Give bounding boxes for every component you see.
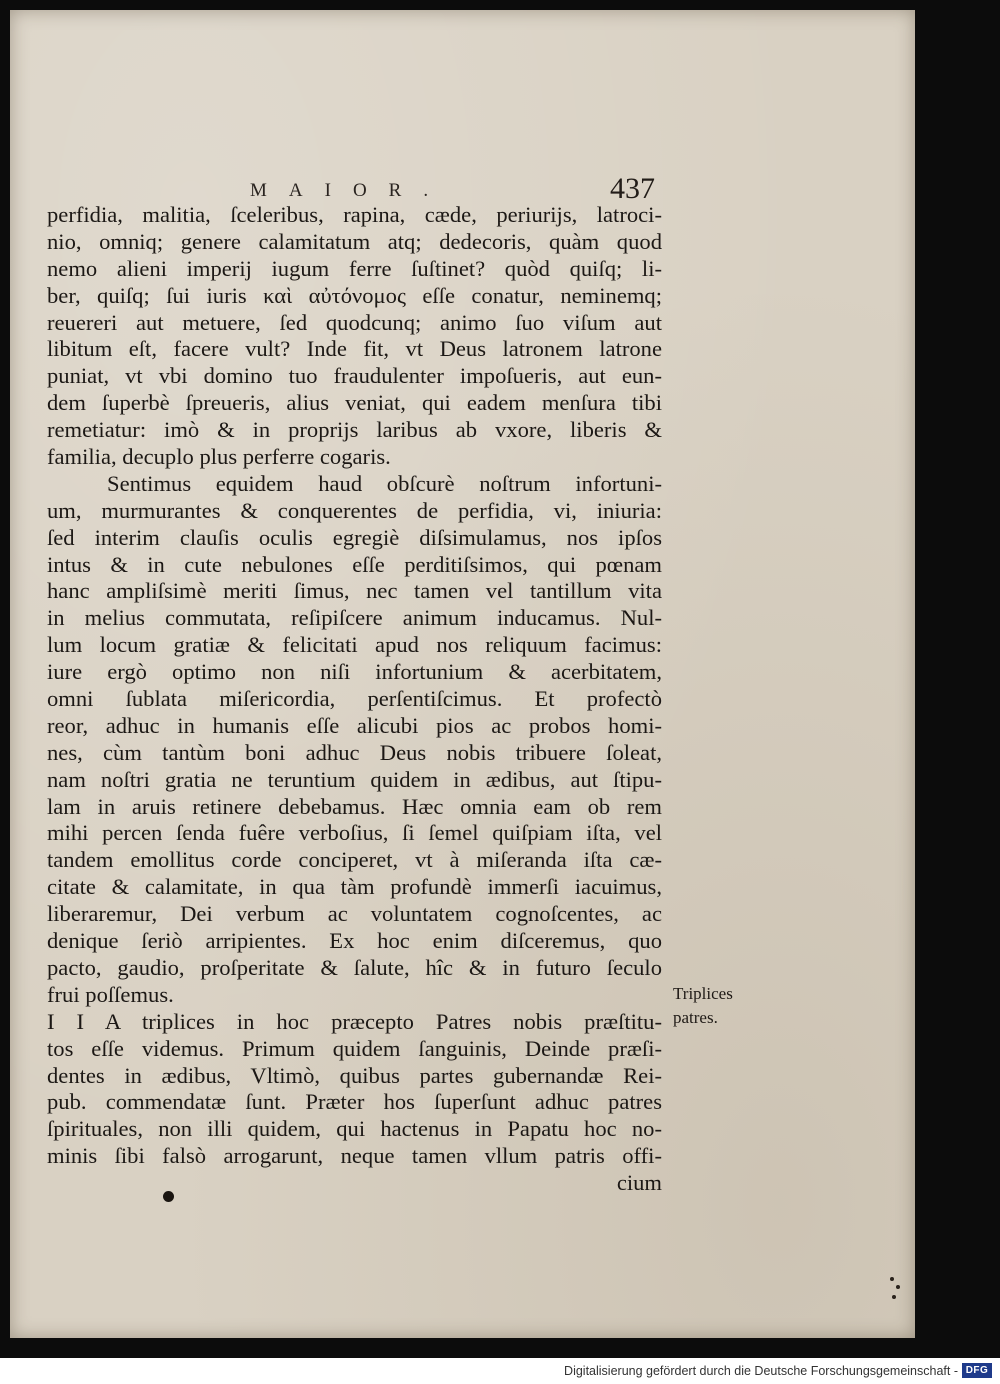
- text-line: reuereri aut metuere, ſed quodcunq; animo ſuo viſum aut: [47, 309, 662, 335]
- page-specks: [888, 1275, 902, 1305]
- text-line: ber, quiſq; ſui iuris καὶ αὐτόνομος eſſe conatur, neminemq;: [47, 282, 662, 308]
- page-number: 437: [610, 172, 655, 205]
- ink-stain: [163, 1191, 174, 1202]
- text-line: ſpirituales, non illi quidem, qui hactenus in Papatu hoc no-: [47, 1116, 662, 1142]
- text-line: minis ſibi falsò arrogarunt, neque tamen vllum patris offi-: [47, 1143, 662, 1169]
- body-text: [47, 202, 662, 1197]
- marginal-note-line: patres.: [673, 1008, 718, 1027]
- text-line: tos eſſe videmus. Primum quidem ſanguinis, Deinde præſi-: [47, 1035, 662, 1061]
- marginal-note: [673, 982, 733, 1030]
- text-line: dem ſuperbè ſpreueris, alius veniat, qui eadem menſura tibi: [47, 390, 662, 416]
- text-line: dentes in ædibus, Vltimò, quibus partes gubernandæ Rei-: [47, 1062, 662, 1088]
- text-line: nes, cùm tantùm boni adhuc Deus nobis tribuere ſoleat,: [47, 739, 662, 765]
- text-line: pub. commendatæ ſunt. Præter hos ſuperſunt adhuc patres: [47, 1089, 662, 1115]
- text-line: nio, omniq; genere calamitatum atq; dedecoris, quàm quod: [47, 228, 662, 254]
- text-line: familia, decuplo plus perferre cogaris.: [47, 444, 391, 470]
- footer-bar: [0, 1358, 1000, 1384]
- text-line: remetiatur: imò & in proprijs laribus ab vxore, liberis &: [47, 417, 662, 443]
- catchword: cium: [616, 1170, 662, 1196]
- marginal-note-line: Triplices: [673, 984, 733, 1003]
- text-line: in melius commutata, reſipiſcere animum inducamus. Nul-: [47, 605, 662, 631]
- text-line: lum locum gratiæ & felicitati apud nos reliquum facimus:: [47, 632, 662, 658]
- text-line: denique ſeriò arripientes. Ex hoc enim diſceremus, quo: [47, 928, 662, 954]
- funding-credit: Digitalisierung gefördert durch die Deutsche Forschungsgemeinschaft -: [564, 1364, 958, 1378]
- text-line: lam in aruis retinere debebamus. Hæc omnia eam ob rem: [47, 793, 662, 819]
- text-line: nam noſtri gratia ne teruntium quidem in ædibus, aut ſtipu-: [47, 766, 662, 792]
- text-line: ſed interim clauſis oculis egregiè diſsimulamus, nos ipſos: [47, 524, 662, 550]
- text-line: reor, adhuc in humanis eſſe alicubi pios ac probos homi-: [47, 712, 662, 738]
- text-line: perfidia, malitia, ſceleribus, rapina, cæde, periurijs, latroci-: [47, 202, 662, 227]
- text-line: I I A triplices in hoc præcepto Patres nobis præſtitu-: [47, 1008, 662, 1034]
- text-line: liberaremur, Dei verbum ac voluntatem cognoſcentes, ac: [47, 901, 662, 927]
- text-line: hanc ampliſsimè meriti ſimus, nec tamen vel tantillum vita: [47, 578, 662, 604]
- text-line: citate & calamitate, in qua tàm profundè immerſi iacuimus,: [47, 874, 662, 900]
- text-line: mihi percen ſenda fuêre verboſius, ſi ſemel quiſpiam iſta, vel: [47, 820, 662, 846]
- text-line: intus & in cute nebulones eſſe perditiſsimos, qui pœnam: [47, 551, 662, 577]
- text-line: libitum eſt, facere vult? Inde fit, vt Deus latronem latrone: [47, 336, 662, 362]
- text-line: um, murmurantes & conquerentes de perfidia, vi, iniuria:: [47, 497, 662, 523]
- text-line: puniat, vt vbi domino tuo fraudulenter impoſueris, aut eun-: [47, 363, 662, 389]
- text-line: Sentimus equidem haud obſcurè noſtrum infortuni-: [107, 470, 662, 496]
- text-line: pacto, gaudio, proſperitate & ſalute, hîc & in futuro ſeculo: [47, 954, 662, 980]
- text-line: iure ergò optimo non niſi infortunium & acerbitatem,: [47, 659, 662, 685]
- text-line: frui poſſemus.: [47, 981, 174, 1007]
- running-head: MAIOR.: [250, 180, 451, 201]
- text-line: nemo alieni imperij iugum ferre ſuſtinet? quòd quiſq; li-: [47, 255, 662, 281]
- dfg-logo: DFG: [962, 1363, 992, 1378]
- book-page: [10, 10, 915, 1338]
- text-line: omni ſublata miſericordia, perſentiſcimus. Et profectò: [47, 686, 662, 712]
- text-line: tandem emollitus corde conciperet, vt à miſeranda iſta cæ-: [47, 847, 662, 873]
